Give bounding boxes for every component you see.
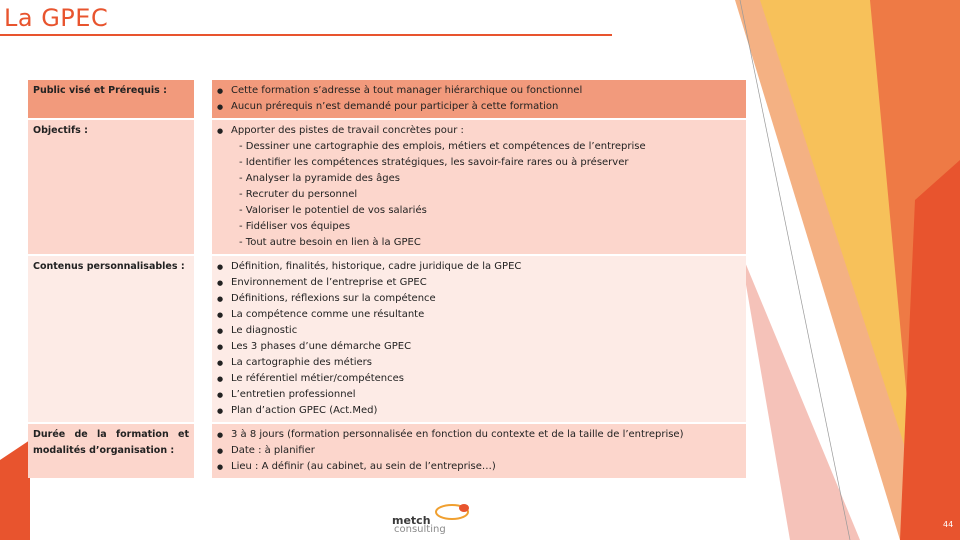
company-logo bbox=[392, 504, 462, 536]
list-item: ● Définitions, réflexions sur la compétence bbox=[217, 291, 741, 307]
list-item: ● Le référentiel métier/compétences bbox=[217, 371, 741, 387]
sub-item: - Valoriser le potentiel de vos salariés bbox=[239, 205, 427, 216]
list-item: ● La compétence comme une résultante bbox=[217, 307, 741, 323]
table-row bbox=[28, 256, 746, 422]
sub-item: - Fidéliser vos équipes bbox=[239, 221, 351, 232]
sub-item: - Dessiner une cartographie des emplois, métiers et compétences de l’entreprise bbox=[239, 141, 646, 152]
row-content bbox=[212, 256, 746, 422]
list-item: ● Cette formation s’adresse à tout manager hiérarchique ou fonctionnel bbox=[217, 83, 741, 99]
list-item: ● Environnement de l’entreprise et GPEC bbox=[217, 275, 741, 291]
row-label: Public visé et Prérequis : bbox=[28, 80, 194, 118]
sub-item: - Analyser la pyramide des âges bbox=[239, 173, 400, 184]
row-content bbox=[212, 80, 746, 118]
list-item: ● Aucun prérequis n’est demandé pour participer à cette formation bbox=[217, 99, 741, 115]
list-item: ● L’entretien professionnel bbox=[217, 387, 741, 403]
list-item: ● Les 3 phases d’une démarche GPEC bbox=[217, 339, 741, 355]
sub-item: - Tout autre besoin en lien à la GPEC bbox=[239, 237, 421, 248]
row-content bbox=[212, 424, 746, 478]
sub-item: - Recruter du personnel bbox=[239, 189, 358, 200]
info-table bbox=[28, 80, 746, 478]
row-label: Durée de la formation et modalités d’organisation : bbox=[28, 424, 194, 478]
list-item: ● 3 à 8 jours (formation personnalisée en fonction du contexte et de la taille de l’entreprise) bbox=[217, 427, 741, 443]
list-item: ● Lieu : A définir (au cabinet, au sein de l’entreprise…) bbox=[217, 459, 741, 475]
list-item: ● Définition, finalités, historique, cadre juridique de la GPEC bbox=[217, 259, 741, 275]
list-item: ● La cartographie des métiers bbox=[217, 355, 741, 371]
row-label: Objectifs : bbox=[28, 120, 194, 254]
logo-subtext: consulting bbox=[394, 524, 446, 535]
table-row bbox=[28, 424, 746, 478]
logo-text: metch bbox=[392, 514, 431, 527]
sub-item: - Identifier les compétences stratégiques, les savoir-faire rares ou à préserver bbox=[239, 157, 629, 168]
list-item: ● Plan d’action GPEC (Act.Med) bbox=[217, 403, 741, 419]
table-row bbox=[28, 80, 746, 118]
page-number: 44 bbox=[943, 520, 954, 529]
list-item: ● Le diagnostic bbox=[217, 323, 741, 339]
row-content bbox=[212, 120, 746, 254]
list-item: ● Date : à planifier bbox=[217, 443, 741, 459]
bg-shape-left bbox=[0, 440, 30, 540]
row-label: Contenus personnalisables : bbox=[28, 256, 194, 422]
title-underline bbox=[0, 34, 612, 36]
list-item: ● Apporter des pistes de travail concrètes pour : bbox=[217, 123, 741, 139]
table-row bbox=[28, 120, 746, 254]
page-title: La GPEC bbox=[4, 4, 109, 32]
